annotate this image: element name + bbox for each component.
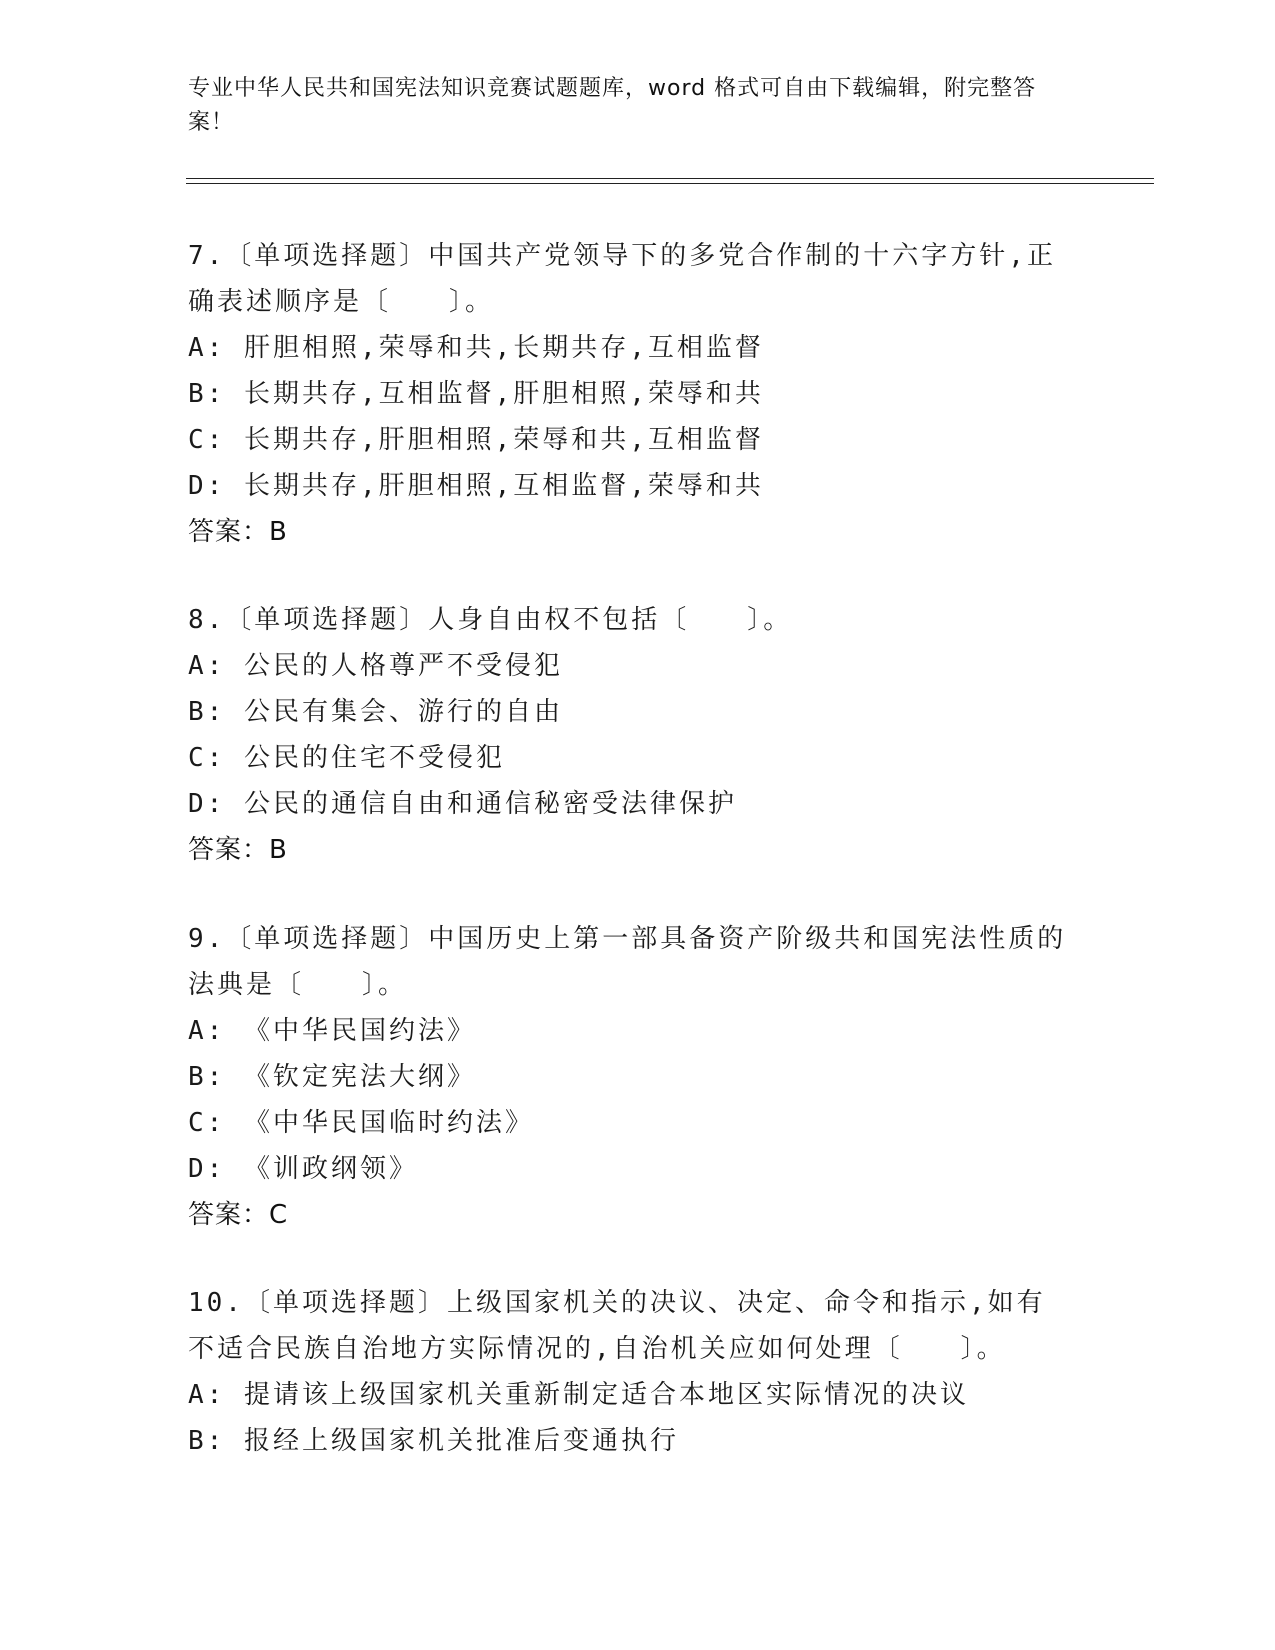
question-8 (188, 597, 1068, 873)
option-d: D: 长期共存,肝胆相照,互相监督,荣辱和共 (188, 471, 764, 501)
option-b: B: 《钦定宪法大纲》 (188, 1062, 476, 1092)
option-d: D: 《训政纲领》 (188, 1154, 418, 1184)
question-stem: 10.〔单项选择题〕上级国家机关的决议、决定、命令和指示,如有不适合民族自治地方实际情况的,自治机关应如何处理〔 〕。 (188, 1288, 1046, 1364)
question-stem: 9.〔单项选择题〕中国历史上第一部具备资产阶级共和国宪法性质的法典是〔 〕。 (188, 924, 1067, 1000)
document-header: 专业中华人民共和国宪法知识竞赛试题题库，word 格式可自由下载编辑，附完整答案！ (188, 76, 1037, 135)
option-d: D: 公民的通信自由和通信秘密受法律保护 (188, 789, 737, 819)
option-b: B: 报经上级国家机关批准后变通执行 (188, 1426, 679, 1456)
question-10 (188, 1280, 1068, 1464)
answer: 答案：B (188, 835, 288, 865)
option-a: A: 肝胆相照,荣辱和共,长期共存,互相监督 (188, 333, 764, 363)
header-divider-bottom (186, 183, 1154, 184)
option-b: B: 长期共存,互相监督,肝胆相照,荣辱和共 (188, 379, 764, 409)
question-stem: 8.〔单项选择题〕人身自由权不包括〔 〕。 (188, 605, 793, 635)
answer: 答案：C (188, 1200, 289, 1230)
question-7 (188, 233, 1068, 555)
question-9 (188, 916, 1068, 1238)
option-a: A: 《中华民国约法》 (188, 1016, 476, 1046)
answer: 答案：B (188, 517, 288, 547)
option-a: A: 提请该上级国家机关重新制定适合本地区实际情况的决议 (188, 1380, 969, 1410)
option-b: B: 公民有集会、游行的自由 (188, 697, 563, 727)
option-a: A: 公民的人格尊严不受侵犯 (188, 651, 563, 681)
option-c: C: 《中华民国临时约法》 (188, 1108, 534, 1138)
header-divider-top (186, 178, 1154, 179)
option-c: C: 公民的住宅不受侵犯 (188, 743, 505, 773)
option-c: C: 长期共存,肝胆相照,荣辱和共,互相监督 (188, 425, 764, 455)
question-stem: 7.〔单项选择题〕中国共产党领导下的多党合作制的十六字方针,正确表述顺序是〔 〕。 (188, 241, 1056, 317)
